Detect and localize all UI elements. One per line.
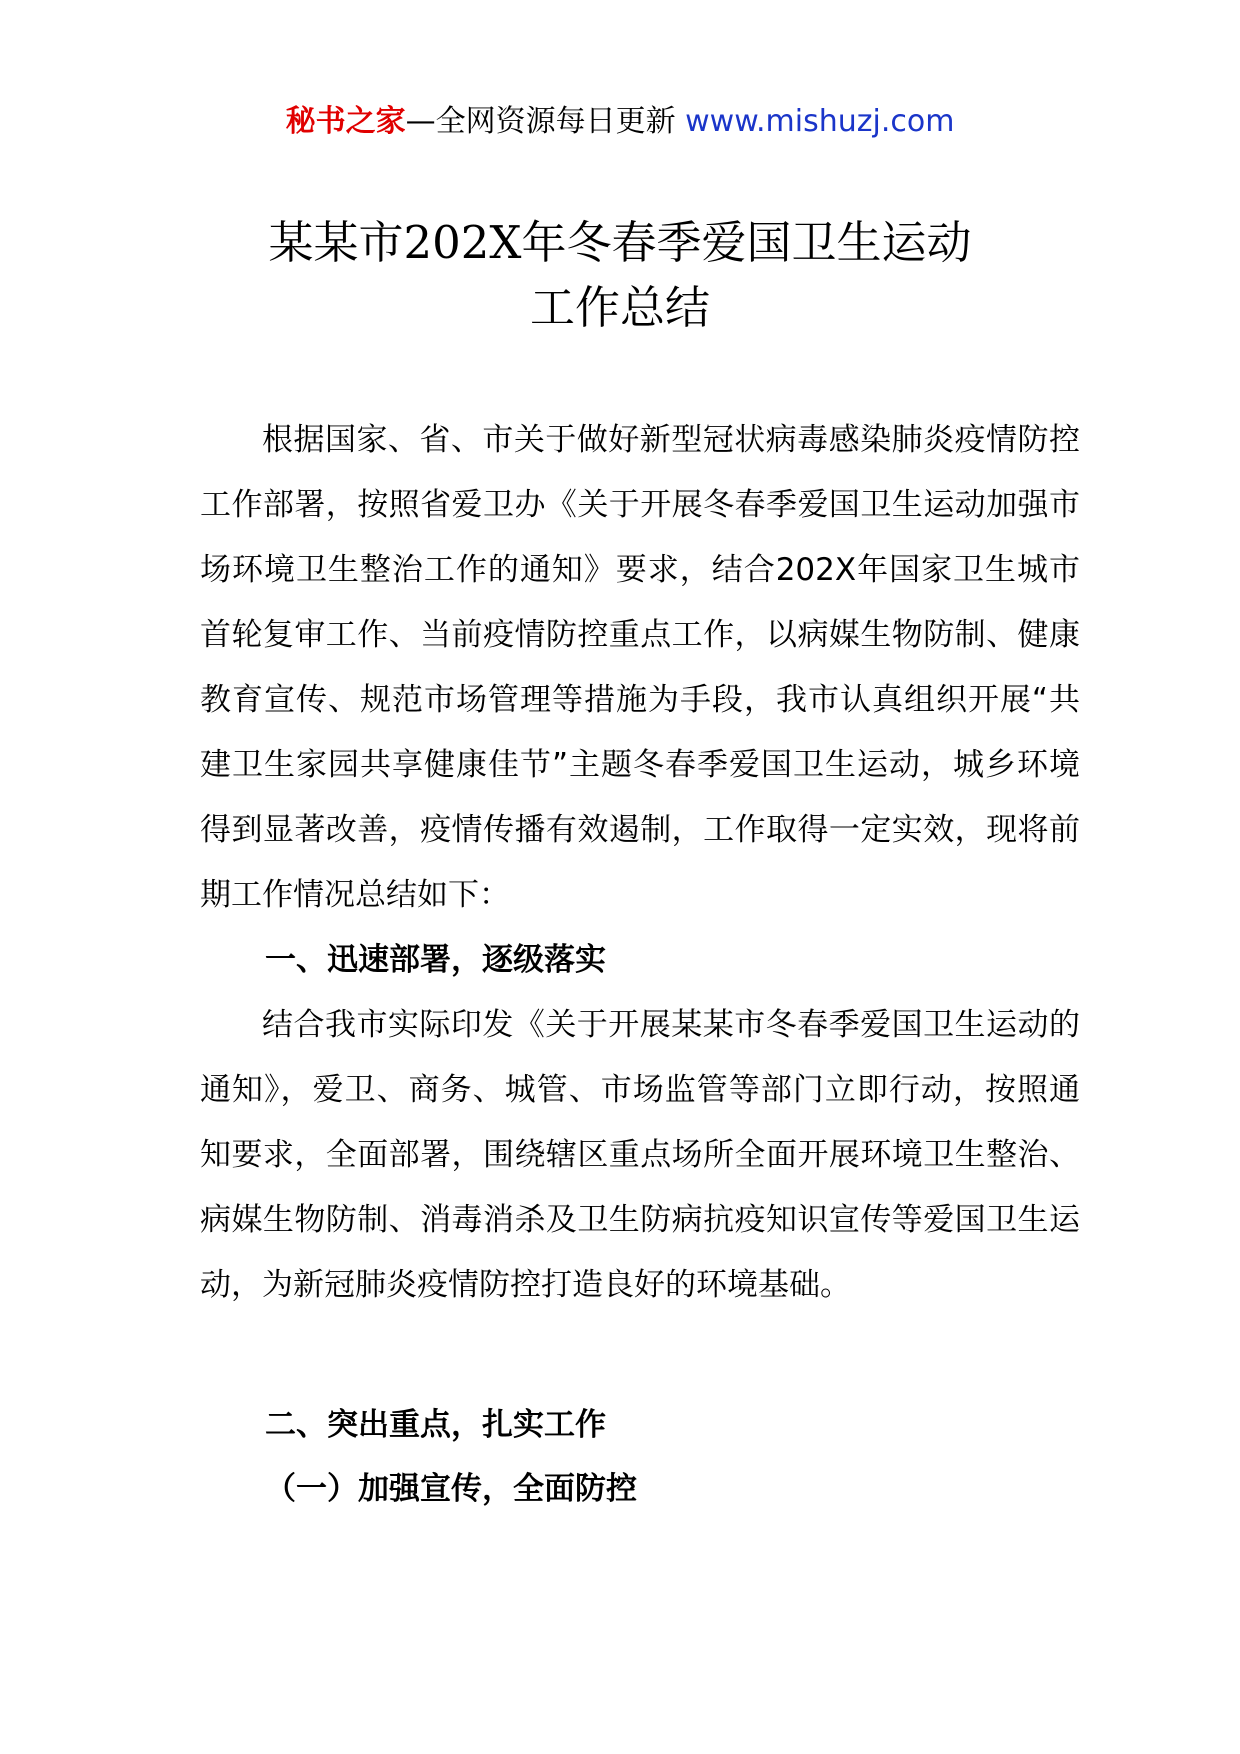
section1-paragraph: 结合我市实际印发《关于开展某某市冬春季爱国卫生运动的通知》，爱卫、商务、城管、市场监管等部门立即行动，按照通知要求，全面部署，围绕辖区重点场所全面开展环境卫生整治、病媒生物防制、消毒消杀及卫生防病抗疫知识宣传等爱国卫生运动，为新冠肺炎疫情防控打造良好的环境基础。 [200, 1007, 1080, 1303]
document-title-line1: 某某市202X年冬春季爱国卫生运动 [268, 216, 972, 269]
intro-paragraph: 根据国家、省、市关于做好新型冠状病毒感染肺炎疫情防控工作部署，按照省爱卫办《关于开展冬春季爱国卫生运动加强市场环境卫生整治工作的通知》要求，结合202X年国家卫生城市首轮复审工作、当前疫情防控重点工作，以病媒生物防制、健康教育宣传、规范市场管理等措施为手段，我市认真组织开展“共建卫生家园共享健康佳节”主题冬春季爱国卫生运动，城乡环境得到显著改善，疫情传播有效遏制，工作取得一定实效，现将前期工作情况总结如下： [200, 422, 1080, 913]
site-header [0, 102, 1240, 142]
document-title-line2: 工作总结 [529, 281, 710, 334]
site-url-link[interactable]: www.mishuzj.com [685, 104, 955, 139]
section1-heading: 一、迅速部署，逐级落实 [265, 942, 606, 978]
section2-heading: 二、突出重点，扎实工作 [265, 1407, 606, 1443]
section2-subheading-1: （一）加强宣传，全面防控 [265, 1471, 637, 1507]
header-slogan: —全网资源每日更新 [405, 104, 676, 139]
brand-name: 秘书之家 [285, 104, 406, 139]
